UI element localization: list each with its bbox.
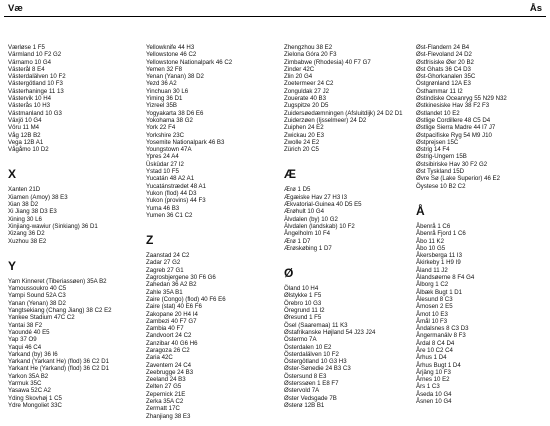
index-entry: Ærøhult 10 G4: [284, 208, 324, 216]
index-entry: Östersund 8 E3: [284, 372, 327, 380]
index-entry: Zuiderzøen (Ijsselmeer) 24 D2: [284, 116, 367, 124]
index-entry: Växjö 10 G4: [8, 116, 42, 124]
index-entry: Øst-Ghorkanalen 35C: [416, 73, 476, 81]
index-entry: Yaqui 46 C4: [8, 343, 42, 351]
index-entry: Östermo 7A: [284, 336, 317, 344]
index-entry: Yokohama 38 G2: [146, 116, 193, 124]
index-entry: Älvdalen (by) 10 G2: [284, 215, 338, 223]
header-right: Ås: [529, 3, 542, 14]
index-entry: Åland 11 J2: [416, 266, 448, 274]
index-entry: Öland 10 H4: [284, 285, 319, 293]
index-entry: Zeeland 24 B3: [146, 376, 186, 384]
index-entry: Zambezi 40 F7 G7: [146, 317, 197, 325]
index-entry: Zouerate 40 B3: [284, 95, 327, 103]
index-entry: Åre 10 C2 C4: [416, 346, 453, 354]
index-entry: Zürich 20 C5: [284, 146, 319, 154]
index-entry: Zuidersøedæmningen (Afsluitdijk) 24 D2 D1: [284, 109, 403, 117]
index-entry: Zhanjiang 38 E3: [146, 412, 191, 420]
index-section: [146, 44, 232, 219]
index-entry: Zonguldak 27 J2: [284, 87, 330, 95]
index-entry: Zoetermeer 24 C2: [284, 80, 334, 88]
index-entry: Xiamen (Amoy) 38 E3: [8, 193, 68, 201]
index-entry: Åmosen 2 E5: [416, 303, 453, 311]
index-entry: Ålandsøerne 8 F4 G4: [416, 274, 475, 282]
index-entry: Xi Jiang 38 D3 E3: [8, 208, 57, 216]
index-entry: Zagreb 27 G1: [146, 266, 184, 274]
index-entry: Yarkand (by) 36 I6: [8, 350, 58, 358]
index-entry: Zepernick 21E: [146, 390, 186, 398]
index-entry: Yizreel 35B: [146, 102, 177, 110]
index-entry: Østkinesiske Hav 38 F2 F3: [416, 102, 490, 110]
index-entry: Älvdalen (landskab) 10 F2: [284, 222, 355, 230]
index-entry: Xian 38 D2: [8, 201, 39, 209]
index-section: [416, 204, 507, 405]
index-entry: Zerka 35A C2: [146, 398, 184, 406]
index-entry: Zuiphen 24 E2: [284, 124, 324, 132]
header-rule: [4, 16, 546, 17]
index-entry: Västerål 8 E4: [8, 65, 45, 73]
index-entry: Zeebrugge 24 B3: [146, 368, 194, 376]
index-entry: Zinder 42C: [284, 65, 315, 73]
index-entry: Østafrikanske Højland 54 J23 J24: [284, 328, 376, 336]
index-entry: Zimbabwe (Rhodesia) 40 F7 G7: [284, 58, 371, 66]
index-entry: Zahle 35A B1: [146, 288, 183, 296]
index-entry: Österdalen 10 E2: [284, 343, 332, 351]
index-entry: Västerås 10 H3: [8, 102, 51, 110]
index-entry: Zaanstad 24 C2: [146, 252, 190, 260]
index-entry: Yorkshire 23C: [146, 131, 185, 139]
index-entry: Østindiske Oceanryg 55 N29 N32: [416, 95, 507, 103]
index-entry: Åmål 10 F3: [416, 317, 448, 325]
index-entry: Üsküdar 27 I2: [146, 160, 184, 168]
index-entry: Yumen 36 C1 C2: [146, 211, 193, 219]
index-entry: Zermatt 17C: [146, 405, 180, 413]
index-entry: Västergötland 10 F3: [8, 80, 63, 88]
index-entry: Åkersberga 11 I3: [416, 252, 462, 260]
index-entry: Värmland 10 F2 G2: [8, 51, 62, 59]
index-entry: Østsibiriske Hav 30 F2 G2: [416, 160, 488, 168]
index-entry: Östgrønland 12A E3: [416, 80, 471, 88]
index-entry: Yenan (Yanan) 38 D2: [146, 73, 204, 81]
index-entry: Ålbæk Bugt 1 D1: [416, 288, 463, 296]
index-entry: Åbo 11 K2: [416, 237, 445, 245]
index-entry: Zanzibar 40 G6 H6: [146, 339, 198, 347]
index-entry: Yarkand (Yarkant He) (flod) 36 C2 D1: [8, 358, 110, 366]
index-entry: Xinjiang-wawiur (Sinkiang) 36 D1: [8, 222, 98, 230]
index-entry: Östhammar 11 I2: [416, 87, 463, 95]
index-entry: Værløse 1 F5: [8, 44, 45, 51]
index-entry: Øst-Flandern 24 B4: [416, 44, 470, 51]
index-column-1: [8, 44, 112, 409]
index-entry: Østervold 7A: [284, 387, 320, 395]
index-section: [284, 44, 403, 153]
index-entry: Åbenrå Fjord 1 C6: [416, 230, 466, 238]
index-entry: Ypres 24 A4: [146, 153, 179, 161]
index-entry: Årdal 8 C4 D4: [416, 339, 455, 347]
index-entry: Våg 12B B2: [8, 131, 41, 139]
index-entry: Ångelholm 10 F4: [284, 230, 331, 238]
index-entry: Zwolle 24 E2: [284, 138, 320, 146]
index-entry: Åbenrå 1 C6: [416, 222, 451, 230]
index-entry: Ålborg 1 C2: [416, 281, 449, 289]
index-entry: Zadar 27 G2: [146, 259, 181, 267]
index-entry: Zambia 40 F7: [146, 325, 184, 333]
index-entry: Zhengzhou 38 E2: [284, 44, 333, 51]
index-entry: Øst Ghats 36 C4 D3: [416, 65, 471, 73]
index-entry: Østpacifiske Ryg 54 M9 J10: [416, 131, 492, 139]
index-entry: Yankee Stadium 47C C2: [8, 314, 75, 322]
section-letter-heading: Y: [8, 258, 17, 273]
index-entry: York 22 F4: [146, 124, 176, 132]
index-entry: Yellowstone 46 C2: [146, 51, 197, 59]
index-entry: Øresund 1 F5: [284, 314, 322, 322]
index-entry: Zugspitze 20 D5: [284, 102, 329, 110]
section-letter-heading: Ø: [284, 266, 294, 281]
index-entry: Århus Bugt 1 D4: [416, 361, 461, 369]
index-entry: Yangtsekiang (Chang Jiang) 38 C2 E2: [8, 307, 112, 315]
index-entry: Østrig 14 F4: [416, 146, 450, 154]
index-entry: Yding Skovhøj 1 C5: [8, 394, 62, 402]
index-section: [416, 44, 507, 190]
index-entry: Zagrosbjergene 30 F6 G6: [146, 274, 216, 282]
index-entry: Zandvoort 24 C2: [146, 332, 192, 340]
index-entry: Ækvatorial-Guinea 40 D5 E5: [284, 201, 362, 209]
index-column-3: [284, 44, 403, 409]
index-entry: Yucatánstrædet 48 A1: [146, 182, 206, 190]
index-entry: Østrig-Ungern 15B: [416, 153, 467, 161]
index-entry: Østprejsen 15C: [416, 138, 459, 146]
section-letter-heading: X: [8, 167, 17, 182]
index-entry: Västerdalälven 10 F2: [8, 73, 66, 81]
index-entry: Yamoussoukro 40 C5: [8, 285, 67, 293]
index-entry: Ystad 10 F5: [146, 168, 179, 176]
index-entry: Yuma 46 B3: [146, 204, 180, 212]
index-entry: Yam Kinneret (Tiberiassøen) 35A B2: [8, 277, 107, 285]
index-entry: Øster Vedsgade 7B: [284, 394, 337, 402]
index-entry: Øvre Sø (Lake Superior) 46 E2: [416, 175, 500, 183]
index-entry: Ösel (Saaremaa) 11 K3: [284, 321, 348, 329]
index-entry: Värnamo 10 G4: [8, 58, 52, 66]
index-entry: Zakopane 20 H4 I4: [146, 310, 198, 318]
index-entry: Yemen 32 F8: [146, 65, 183, 73]
index-column-4: [416, 44, 507, 405]
index-entry: Västmanland 10 G3: [8, 109, 62, 117]
index-section: [8, 167, 112, 244]
index-entry: Öregrund 11 I2: [284, 307, 325, 315]
index-entry: Yellowstone Nationalpark 46 C2: [146, 58, 233, 66]
section-letter-heading: Å: [416, 203, 425, 218]
header-left: Væ: [8, 3, 23, 14]
index-entry: Xanten 21D: [8, 186, 41, 194]
index-entry: Ærø 1 D5: [284, 186, 311, 194]
index-entry: Øster-Sønedie 24 B3 C3: [284, 365, 351, 373]
index-entry: Örebro 10 G3: [284, 299, 322, 307]
index-entry: Zlin 20 G4: [284, 73, 313, 81]
index-entry: Västervik 10 H4: [8, 95, 52, 103]
index-entry: Zaventem 24 C4: [146, 361, 192, 369]
index-entry: Yellowknife 44 H3: [146, 44, 195, 51]
index-entry: Zaire (stat) 40 E6 F6: [146, 303, 202, 311]
index-entry: Århus 1 D4: [416, 354, 447, 362]
index-entry: Xuzhou 38 E2: [8, 237, 47, 245]
section-letter-heading: Z: [146, 233, 154, 248]
index-entry: Østlandet 10 E2: [416, 109, 460, 117]
index-entry: Zaragoza 26 C2: [146, 346, 190, 354]
index-entry: Zelten 27 G5: [146, 383, 182, 391]
index-entry: Øst Tyskland 15D: [416, 168, 464, 176]
index-entry: Yarkon 35A B2: [8, 372, 49, 380]
index-entry: Ærø 1 D7: [284, 237, 311, 245]
index-entry: Østlige Sierra Madre 44 I7 J7: [416, 124, 496, 132]
index-entry: Youngstown 47A: [146, 146, 192, 154]
index-entry: Zwickau 20 E3: [284, 131, 324, 139]
index-entry: Yaoundé 40 E5: [8, 328, 50, 336]
index-entry: Yarmuk 35C: [8, 379, 42, 387]
index-entry: Øst-Flevoland 24 D2: [416, 51, 472, 59]
index-entry: Årjäng 10 F3: [416, 368, 451, 376]
index-entry: Ångermanälv 8 F3: [416, 332, 466, 340]
index-entry: Yucatán 48 A2 A1: [146, 175, 195, 183]
index-entry: Vågåmo 10 D2: [8, 146, 49, 154]
index-entry: Vöru 11 M4: [8, 124, 40, 132]
index-entry: Yukon (provins) 44 F3: [146, 197, 206, 205]
index-entry: Xining 30 L6: [8, 215, 42, 223]
index-entry: Yiming 36 D1: [146, 95, 183, 103]
index-entry: Årnes 10 E2: [416, 376, 450, 384]
index-entry: Yasawa 52C A2: [8, 387, 51, 395]
section-letter-heading: Æ: [284, 167, 296, 182]
index-entry: Yinchuan 30 L6: [146, 87, 189, 95]
index-entry: Ydre Mongoliet 33C: [8, 401, 62, 409]
index-entry: Yogyakarta 38 D6 E6: [146, 109, 204, 117]
index-entry: Östergötland 10 G3 H3: [284, 358, 347, 366]
index-section: [284, 266, 403, 409]
index-entry: Åkirkeby 1 H9 I9: [416, 259, 461, 267]
index-entry: Zahedan 36 A2 B2: [146, 281, 197, 289]
index-entry: Zielona Góra 20 F3: [284, 51, 337, 59]
index-entry: Vega 12B A1: [8, 138, 44, 146]
index-entry: Zaria 42C: [146, 354, 173, 362]
index-entry: Åbo 10 G5: [416, 244, 446, 252]
index-column-2: [146, 44, 232, 420]
index-entry: Zaire (Congo) (flod) 40 F6 E6: [146, 295, 226, 303]
index-section: [8, 259, 112, 409]
index-entry: Østfrisiske Øer 20 B2: [416, 58, 474, 66]
index-entry: Åsnen 10 G4: [416, 398, 452, 406]
index-entry: Yezd 36 A2: [146, 80, 177, 88]
index-entry: Yanan (Yenan) 38 D2: [8, 299, 66, 307]
index-entry: Yukon (flod) 44 D3: [146, 189, 197, 197]
index-entry: Østerssøen 1 E8 F7: [284, 379, 339, 387]
index-section: [8, 44, 112, 153]
index-entry: Ærøskøbing 1 D7: [284, 244, 332, 252]
index-entry: Østerø 12B B1: [284, 401, 325, 409]
index-entry: Xizang 36 D2: [8, 230, 45, 238]
index-section: [146, 233, 232, 420]
index-entry: Års 1 C3: [416, 383, 440, 391]
index-entry: Yap 37 O9: [8, 336, 37, 344]
index-entry: Yosemite Nationalpark 46 B3: [146, 138, 225, 146]
index-section: [284, 167, 403, 252]
index-entry: Ægæiske Hav 27 H3 I3: [284, 193, 347, 201]
index-entry: Ålesund 8 C3: [416, 295, 453, 303]
index-entry: Åndalsnes 8 C3 D3: [416, 325, 469, 333]
index-entry: Ølstykke 1 F5: [284, 292, 322, 300]
index-entry: Åmot 10 E3: [416, 310, 448, 318]
index-entry: Østlige Cordillere 48 C5 D4: [416, 116, 491, 124]
index-entry: Österdalälven 10 F2: [284, 350, 339, 358]
index-entry: Öystese 10 B2 C2: [416, 182, 466, 190]
index-entry: Västerhaninge 11 13: [8, 87, 64, 95]
index-entry: Åseda 10 G4: [416, 390, 452, 398]
index-entry: Yarkant He (Yarkand) (flod) 36 C2 D1: [8, 365, 110, 373]
index-entry: Yantai 38 F2: [8, 321, 43, 329]
index-entry: Yampi Sound 52A C3: [8, 292, 66, 300]
